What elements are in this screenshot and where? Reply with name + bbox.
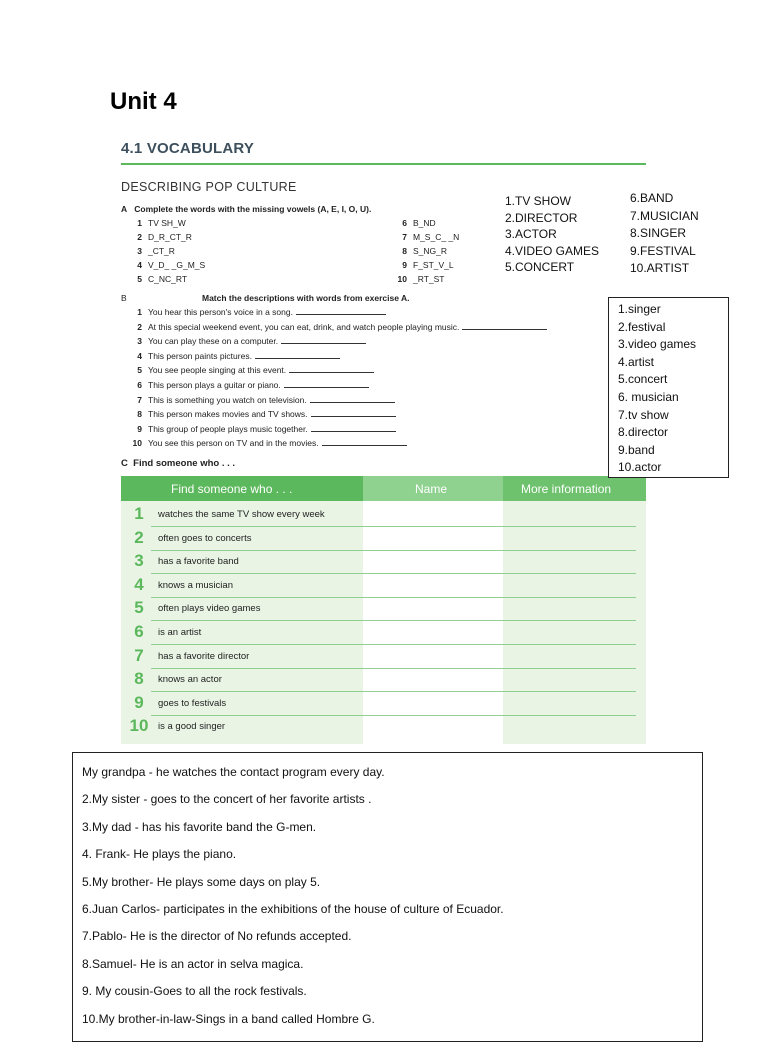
item-text: You see this person on TV and in the movies.	[148, 438, 319, 449]
part-b-item	[128, 365, 374, 375]
item-text: You see people singing at this event.	[148, 365, 287, 376]
row-number: 6	[134, 622, 144, 641]
row-divider	[151, 597, 636, 598]
part-a-item	[128, 232, 192, 242]
item-number: 1	[137, 307, 142, 317]
answer-line: 3.My dad - has his favorite band the G-men.	[82, 819, 317, 834]
part-b-letter: B	[121, 293, 127, 303]
row-number: 7	[134, 645, 144, 665]
item-text: This person makes movies and TV shows.	[148, 409, 308, 420]
answer-blank	[322, 438, 407, 446]
part-b-item	[128, 424, 396, 434]
unit-title: Unit 4	[110, 88, 177, 115]
answers-b-box	[608, 297, 729, 478]
item-text: _RT_ST	[413, 274, 445, 284]
answers-a-col1	[505, 193, 599, 276]
item-number: 4	[137, 350, 142, 361]
row-divider	[151, 691, 636, 692]
part-a-item	[393, 232, 459, 242]
row-text: knows a musician	[158, 579, 233, 591]
part-c-instruction-text: Find someone who . . .	[133, 458, 236, 469]
answer-line: 2.festival	[618, 319, 666, 334]
answer-line: 10.My brother-in-law-Sings in a band called Hombre G.	[82, 1011, 375, 1026]
answer-line: 8.SINGER	[630, 226, 687, 240]
part-b-item	[128, 322, 547, 332]
row-divider	[151, 715, 636, 716]
row-text: has a favorite band	[158, 556, 239, 568]
item-number: 7	[137, 394, 142, 405]
part-a-item	[128, 274, 187, 284]
part-b-item	[128, 409, 396, 419]
answer-blank	[310, 395, 395, 403]
answer-line: 3.ACTOR	[505, 227, 557, 241]
item-number: 3	[137, 246, 142, 256]
row-number: 5	[134, 598, 144, 618]
answer-line: 4.VIDEO GAMES	[505, 243, 600, 258]
item-text: This group of people plays music together.	[148, 423, 308, 434]
header-find-someone: Find someone who . . .	[171, 482, 293, 496]
part-b-item	[128, 351, 340, 361]
row-number: 1	[134, 504, 144, 523]
row-text: has a favorite director	[158, 650, 250, 662]
item-text: D_R_CT_R	[148, 232, 192, 242]
answer-line: 10.actor	[618, 460, 662, 475]
item-text: This person plays a guitar or piano.	[148, 380, 281, 390]
item-number: 10	[132, 438, 142, 449]
item-text: This is something you watch on television.	[148, 394, 307, 405]
item-text: This person paints pictures.	[148, 350, 252, 361]
part-b-item	[128, 395, 395, 405]
row-number: 3	[134, 551, 144, 571]
answer-line: 1.TV SHOW	[505, 194, 572, 208]
row-text: knows an actor	[158, 674, 222, 686]
row-divider	[151, 668, 636, 669]
item-text: TV SH_W	[148, 218, 186, 228]
row-text: goes to festivals	[158, 697, 227, 709]
answer-line: 1.singer	[618, 302, 661, 316]
item-number: 7	[402, 232, 407, 242]
answer-line: 3.video games	[618, 337, 697, 352]
part-c-instruction	[121, 458, 235, 469]
item-number: 6	[137, 380, 142, 390]
row-divider	[151, 620, 636, 621]
item-number: 8	[402, 246, 407, 256]
row-divider	[151, 526, 636, 527]
answers-a-col2	[630, 190, 699, 278]
answer-line: My grandpa - he watches the contact program every day.	[82, 765, 385, 779]
answer-line: 9.FESTIVAL	[630, 243, 696, 258]
item-text: C_NC_RT	[148, 274, 188, 284]
item-text: F_ST_V_L	[413, 260, 454, 270]
item-text: B_ND	[413, 218, 436, 228]
row-divider	[151, 573, 636, 574]
item-number: 2	[137, 232, 142, 242]
row-text: is an artist	[158, 627, 202, 638]
answer-blank	[462, 322, 547, 330]
table-header	[121, 476, 646, 501]
row-divider	[151, 644, 636, 645]
section-title: DESCRIBING POP CULTURE	[121, 180, 297, 194]
row-number: 9	[134, 692, 144, 712]
part-b-instruction: Match the descriptions with words from exercise A.	[202, 293, 410, 303]
vocabulary-heading: 4.1 VOCABULARY	[121, 140, 255, 157]
answer-line: 9.band	[618, 442, 655, 457]
answer-line: 5.My brother- He plays some days on play 5.	[82, 874, 321, 889]
item-number: 9	[402, 260, 407, 270]
row-text: is a good singer	[158, 721, 226, 733]
item-text: V_D_ _G_M_S	[148, 260, 206, 270]
part-b-item	[128, 380, 369, 390]
answer-line: 6.BAND	[630, 191, 674, 205]
row-number: 10	[129, 716, 149, 736]
answer-blank	[311, 424, 396, 432]
answer-line: 2.DIRECTOR	[505, 210, 578, 225]
answer-line: 7.Pablo- He is the director of No refunds accepted.	[82, 929, 352, 944]
part-a-letter: A	[121, 204, 128, 214]
item-number: 3	[137, 336, 142, 347]
item-number: 2	[137, 321, 142, 332]
item-number: 9	[137, 423, 142, 434]
part-a-item	[128, 260, 205, 270]
item-text: You can play these on a computer.	[148, 336, 279, 347]
answer-blank	[255, 351, 340, 359]
answer-line: 5.concert	[618, 372, 668, 387]
part-a-item	[393, 260, 454, 270]
answer-line: 4. Frank- He plays the piano.	[82, 847, 237, 862]
part-a-item	[128, 246, 175, 256]
part-a-item	[393, 246, 447, 256]
answer-blank	[296, 307, 386, 315]
heading-divider	[121, 163, 646, 165]
row-text: often plays video games	[158, 603, 261, 615]
answer-line: 8.director	[618, 425, 669, 440]
name-column-background	[363, 501, 503, 744]
part-a-item	[393, 274, 445, 284]
row-divider	[151, 550, 636, 551]
item-text: At this special weekend event, you can eat, drink, and watch people playing music.	[148, 321, 460, 332]
answer-line: 10.ARTIST	[630, 261, 690, 275]
answer-line: 7.MUSICIAN	[630, 208, 699, 223]
part-a-item	[393, 218, 436, 228]
item-text: You hear this person's voice in a song.	[148, 307, 293, 317]
row-number: 8	[134, 669, 144, 689]
answer-blank	[284, 380, 369, 388]
part-b-item	[128, 438, 407, 448]
answer-line: 4.artist	[618, 354, 655, 369]
item-number: 5	[137, 274, 142, 284]
row-text: often goes to concerts	[158, 532, 252, 544]
item-number: 1	[137, 218, 142, 228]
item-text: _CT_R	[148, 246, 175, 256]
item-number: 6	[402, 218, 407, 228]
part-a-instruction-text: Complete the words with the missing vowels (A, E, I, O, U).	[134, 204, 372, 214]
answer-line: 7.tv show	[618, 407, 669, 422]
row-number: 2	[134, 527, 144, 547]
row-text: watches the same TV show every week	[158, 509, 325, 520]
item-number: 5	[137, 365, 142, 376]
item-number: 10	[397, 274, 407, 284]
answer-blank	[311, 409, 396, 417]
item-number: 4	[137, 260, 142, 270]
header-more-information: More information	[521, 482, 612, 496]
item-text: M_S_C_ _N	[413, 232, 460, 242]
answer-blank	[281, 336, 366, 344]
part-b-item	[128, 336, 366, 346]
answer-line: 6.Juan Carlos- participates in the exhibitions of the house of culture of Ecuador.	[82, 902, 504, 917]
header-name: Name	[415, 482, 448, 496]
row-number: 4	[134, 574, 144, 594]
item-text: S_NG_R	[413, 246, 448, 256]
find-someone-table	[121, 476, 646, 744]
answer-line: 9. My cousin-Goes to all the rock festivals.	[82, 984, 307, 999]
part-a-item	[128, 218, 186, 228]
item-number: 8	[137, 409, 142, 420]
part-a-instruction	[121, 204, 371, 214]
part-b-item	[128, 307, 386, 317]
part-c-letter: C	[121, 458, 128, 469]
answer-line: 6. musician	[618, 389, 679, 404]
answer-line: 5.CONCERT	[505, 260, 575, 274]
answer-line: 2.My sister - goes to the concert of her favorite artists .	[82, 792, 372, 807]
answers-c-box	[72, 752, 703, 1042]
answer-line: 8.Samuel- He is an actor in selva magica.	[82, 956, 304, 971]
answer-blank	[289, 365, 374, 373]
